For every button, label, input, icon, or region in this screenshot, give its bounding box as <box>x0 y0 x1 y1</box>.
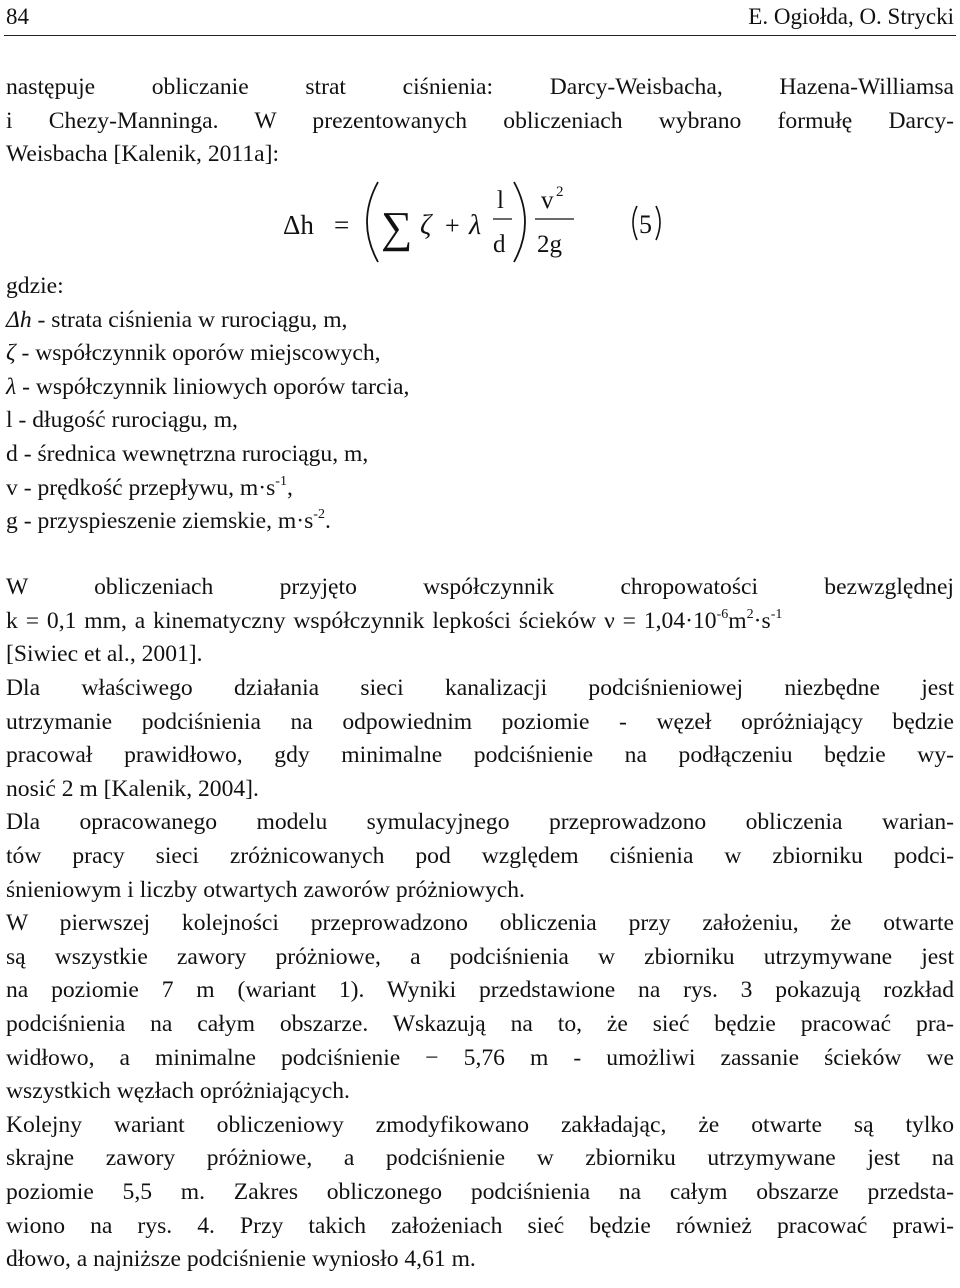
definition-text: - współczynnik liniowych oporów tarcia, <box>16 373 410 400</box>
coeff-text-c: ·s <box>753 607 771 634</box>
body-paragraphs <box>6 672 954 1277</box>
eq-frac1-denominator: d <box>493 231 506 258</box>
definition-item <box>6 438 954 472</box>
eq-frac2-denominator: 2g <box>537 231 562 258</box>
definition-item <box>6 337 954 371</box>
paragraph-line: śnieniowym i liczby otwartych zaworów próżniowych. <box>6 876 525 903</box>
definition-symbol: Δh <box>6 306 32 333</box>
eq-number-left-paren <box>633 206 637 240</box>
paragraph <box>6 672 954 806</box>
paragraph-line: tów pracy sieci zróżnicowanych pod względem ciśnienia w zbiorniku podci- <box>6 842 954 869</box>
eq-lambda: λ <box>469 210 482 241</box>
coeff-text-a: k = 0,1 mm, a kinematyczny współczynnik lepkości ścieków ν = 1,04·10 <box>6 607 717 634</box>
definition-symbol: ζ <box>6 340 16 367</box>
intro-line: i Chezy-Manninga. W prezentowanych obliczeniach wybrano formułę Darcy- <box>6 107 954 134</box>
eq-number-right-paren <box>656 206 660 240</box>
paragraph-line: podciśnienia na całym obszarze. Wskazują na to, że sieć będzie pracować pra- <box>6 1010 954 1037</box>
intro-paragraph <box>6 71 954 172</box>
eq-number: 5 <box>639 210 652 239</box>
running-header-authors: E. Ogiołda, O. Strycki <box>748 4 954 29</box>
paragraph <box>6 907 954 1109</box>
coefficient-paragraph <box>6 571 954 672</box>
definition-symbol: d <box>6 440 18 467</box>
intro-line: Weisbacha [Kalenik, 2011a]: <box>6 141 280 168</box>
eq-plus: + <box>445 211 460 240</box>
definition-text: - prędkość przepływu, m·s <box>17 474 276 501</box>
paragraph-line: na poziomie 7 m (wariant 1). Wyniki przedstawione na rys. 3 pokazują rozkład <box>6 977 954 1004</box>
intro-line: następuje obliczanie strat ciśnienia: Darcy-Weisbacha, Hazena-Williamsa <box>6 74 954 100</box>
coeff-text-b: m <box>728 607 747 634</box>
definition-tail: . <box>324 508 331 535</box>
definition-exponent: -1 <box>275 473 287 489</box>
definition-item <box>6 505 954 539</box>
equation-darcy-weisbach <box>0 176 960 276</box>
eq-sum-symbol: ∑ <box>381 203 413 252</box>
page-number: 84 <box>6 4 29 29</box>
paragraph-line: [Siwiec et al., 2001]. <box>6 641 203 668</box>
paragraph-line: pracował prawidłowo, gdy minimalne podciśnienie na podłączeniu będzie wy- <box>6 742 954 769</box>
definition-item <box>6 371 954 405</box>
paragraph <box>6 806 954 907</box>
paragraph-line: W obliczeniach przyjęto współczynnik chropowatości bezwzględnej <box>6 574 954 600</box>
definition-text: - współczynnik oporów miejscowych, <box>15 340 381 367</box>
eq-frac2-numerator-exponent: 2 <box>556 184 564 200</box>
definition-symbol: l <box>6 407 13 434</box>
paragraph <box>6 1109 954 1277</box>
eq-zeta: ζ <box>420 210 432 241</box>
coeff-exponent-1: -6 <box>716 606 729 622</box>
definition-text: - średnica wewnętrzna rurociągu, m, <box>17 440 369 467</box>
definition-symbol: v <box>6 474 18 501</box>
definition-text: - strata ciśnienia w rurociągu, m, <box>31 306 348 333</box>
paragraph-line <box>6 605 954 639</box>
header-rule <box>4 35 956 36</box>
definition-item <box>6 304 954 338</box>
paragraph-line: W pierwszej kolejności przeprowadzono obliczenia przy założeniu, że otwarte <box>6 910 954 937</box>
paragraph-line: widłowo, a minimalne podciśnienie − 5,76 m - umożliwi zassanie ścieków we <box>6 1044 954 1071</box>
definitions-heading: gdzie: <box>6 273 64 299</box>
definition-item <box>6 472 954 506</box>
paragraph-line: są wszystkie zawory próżniowe, a podciśnienia w zbiorniku utrzymywane jest <box>6 943 954 970</box>
definition-tail: , <box>286 474 293 501</box>
definition-exponent: -2 <box>313 507 325 523</box>
paragraph-line: skrajne zawory próżniowe, a podciśnienie w zbiorniku utrzymywane jest na <box>6 1145 954 1172</box>
definition-text: - długość rurociągu, m, <box>12 407 238 434</box>
coeff-exponent-3: -1 <box>770 606 783 622</box>
symbol-definitions <box>6 270 954 539</box>
paragraph-line: dłowo, a najniższe podciśnienie wyniosło 4,61 m. <box>6 1246 476 1273</box>
coeff-exponent-2: 2 <box>746 606 754 622</box>
eq-frac1-numerator: l <box>497 187 504 214</box>
paragraph-line: Dla opracowanego modelu symulacyjnego przeprowadzono obliczenia warian- <box>6 809 954 836</box>
paragraph-line: nosić 2 m [Kalenik, 2004]. <box>6 775 259 802</box>
definition-symbol: λ <box>6 373 17 400</box>
paragraph-line: poziomie 5,5 m. Zakres obliczonego podciśnienia na całym obszarze przedsta- <box>6 1178 954 1205</box>
paragraph-line: wszystkich węzłach opróżniających. <box>6 1078 350 1105</box>
definition-text: - przyspieszenie ziemskie, m·s <box>17 508 314 535</box>
definition-item <box>6 404 954 438</box>
eq-left-paren <box>367 182 378 262</box>
paragraph-line: Kolejny wariant obliczeniowy zmodyfikowano zakładając, że otwarte są tylko <box>6 1111 954 1138</box>
running-header <box>6 2 954 32</box>
paragraph-line: utrzymanie podciśnienia na odpowiednim poziomie - węzeł opróżniający będzie <box>6 708 954 735</box>
eq-equals: = <box>334 210 350 240</box>
eq-frac2-numerator: v <box>541 187 554 214</box>
eq-right-paren <box>514 182 525 262</box>
paragraph-line: Dla właściwego działania sieci kanalizacji podciśnieniowej niezbędne jest <box>6 675 954 701</box>
paragraph-line: wiono na rys. 4. Przy takich założeniach sieć będzie również pracować prawi- <box>6 1212 954 1239</box>
definition-symbol: g <box>6 508 18 535</box>
eq-lhs: Δh <box>283 210 314 240</box>
